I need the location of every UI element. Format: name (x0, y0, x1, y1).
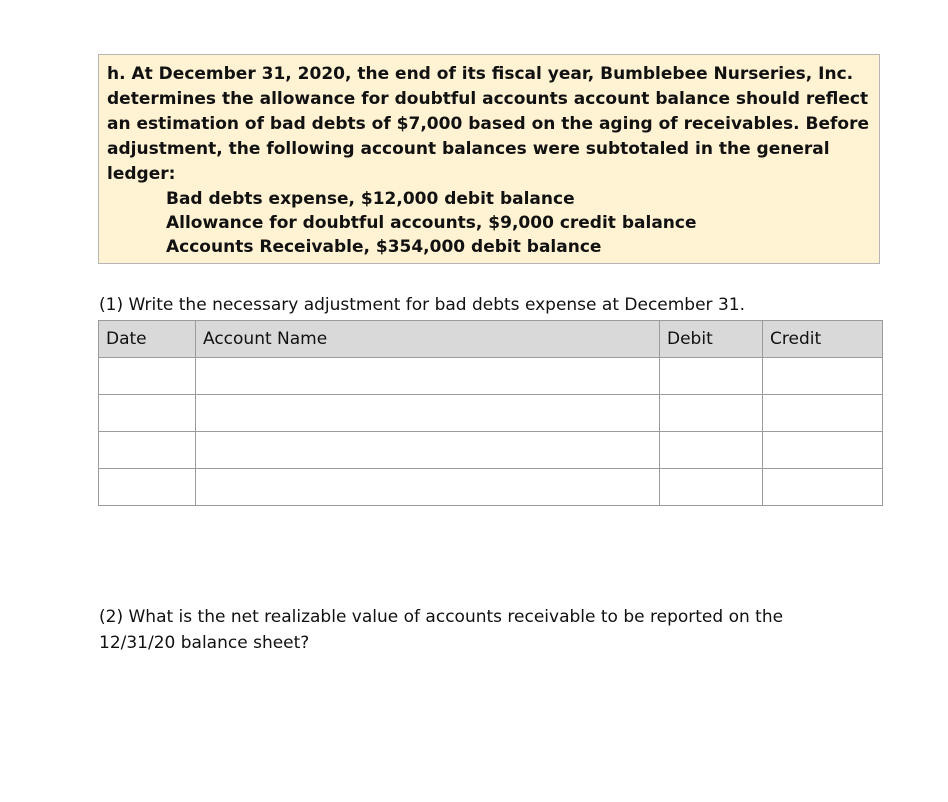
date-cell[interactable] (99, 395, 196, 432)
table-row (99, 358, 883, 395)
account-name-cell[interactable] (196, 432, 660, 469)
date-cell[interactable] (99, 432, 196, 469)
credit-cell[interactable] (763, 395, 883, 432)
account-name-cell[interactable] (196, 395, 660, 432)
debit-cell[interactable] (660, 395, 763, 432)
account-name-cell[interactable] (196, 469, 660, 506)
table-row (99, 432, 883, 469)
date-cell[interactable] (99, 469, 196, 506)
credit-cell[interactable] (763, 358, 883, 395)
balance-item-accounts-receivable: Accounts Receivable, $354,000 debit balance (166, 237, 602, 257)
problem-text: h. At December 31, 2020, the end of its fiscal year, Bumblebee Nurseries, Inc. determines the allowance for doubtful accounts account balance should reflect an estimation of bad debts of $7,000 based on the aging of receivables. Before adjustment, the following account balances were subtotaled in the general ledger: (107, 64, 870, 184)
debit-cell[interactable] (660, 469, 763, 506)
balance-item-allowance: Allowance for doubtful accounts, $9,000 credit balance (166, 213, 697, 233)
header-account-name: Account Name (196, 321, 660, 358)
header-date: Date (99, 321, 196, 358)
header-credit: Credit (763, 321, 883, 358)
debit-cell[interactable] (660, 358, 763, 395)
question-1: (1) Write the necessary adjustment for bad debts expense at December 31. (99, 295, 745, 315)
date-cell[interactable] (99, 358, 196, 395)
header-debit: Debit (660, 321, 763, 358)
account-name-cell[interactable] (196, 358, 660, 395)
journal-header-row (99, 321, 883, 358)
credit-cell[interactable] (763, 469, 883, 506)
question-2: (2) What is the net realizable value of accounts receivable to be reported on the 12/31/20 balance sheet? (99, 607, 784, 653)
balance-list (107, 187, 871, 259)
journal-entry-table (98, 320, 883, 506)
balance-item-bad-debts-expense: Bad debts expense, $12,000 debit balance (166, 189, 575, 209)
debit-cell[interactable] (660, 432, 763, 469)
table-row (99, 469, 883, 506)
table-row (99, 395, 883, 432)
credit-cell[interactable] (763, 432, 883, 469)
problem-statement-box (98, 54, 880, 264)
